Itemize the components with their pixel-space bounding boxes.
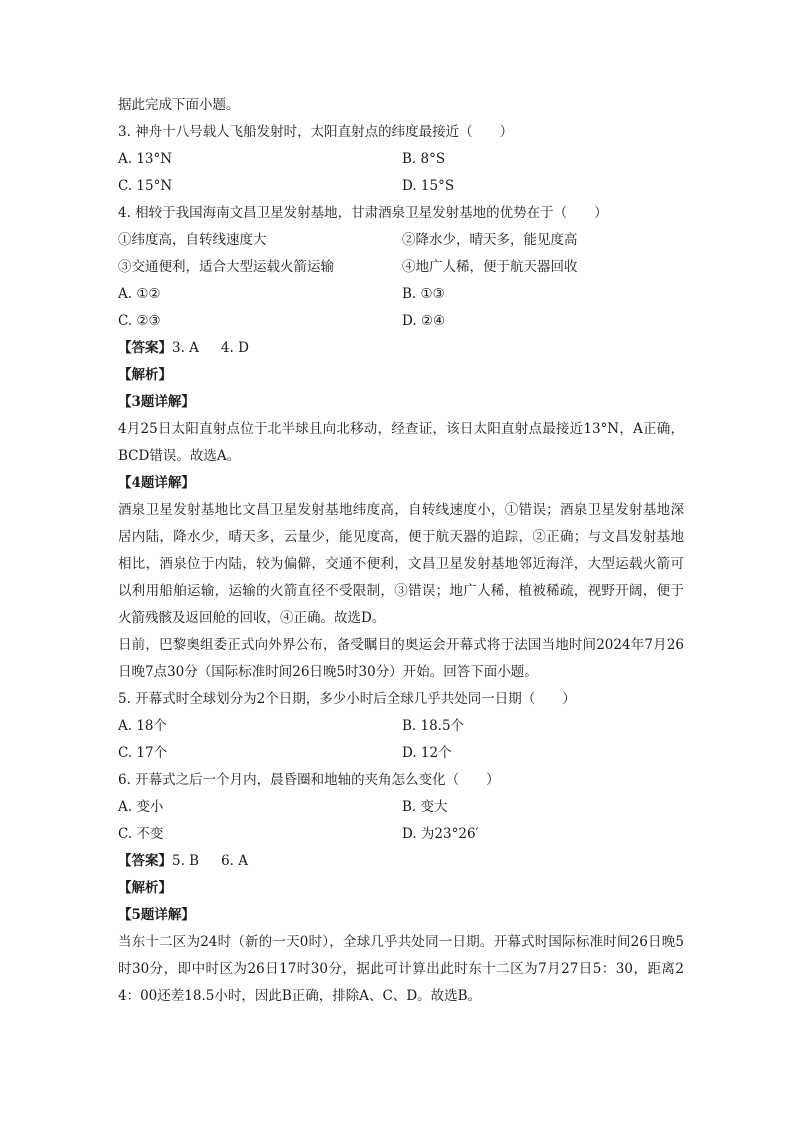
option-b: B. ①③ bbox=[402, 286, 445, 302]
question-4-items-row-2 bbox=[118, 254, 684, 281]
option-d: D. 为23°26′ bbox=[402, 826, 479, 842]
option-a: A. 18个 bbox=[118, 718, 168, 734]
detail-3-text: 4月25日太阳直射点位于北半球且向北移动，经查证，该日太阳直射点最接近13°N，A正确，BCD错误。故选A。 bbox=[118, 421, 684, 464]
answer-5: 5. B bbox=[172, 853, 200, 869]
question-4-options-row-2 bbox=[118, 308, 684, 335]
question-6-options-row-1 bbox=[118, 794, 684, 821]
answer-line-3-4 bbox=[118, 335, 684, 362]
answer-6: 6. A bbox=[221, 853, 249, 869]
question-6-options-row-2 bbox=[118, 821, 684, 848]
document-page bbox=[118, 92, 684, 1010]
detail-5-tag: 【5题详解】 bbox=[118, 907, 195, 923]
detail-4-text: 酒泉卫星发射基地比文昌卫星发射基地纬度高，自转线速度小，①错误；酒泉卫星发射基地深居内陆，降水少，晴天多，云量少，能见度高，便于航天器的追踪，②正确；与文昌发射基地相比，酒泉位于内陆，较为偏僻，交通不便利，文昌卫星发射基地邻近海洋，大型运载火箭可以利用船舶运输，运输的火箭直径不受限制，③错误；地广人稀，植被稀疏，视野开阔，便于火箭残骸及返回舱的回收，④正确。故选D。 bbox=[118, 502, 684, 626]
question-5-stem: 5. 开幕式时全球划分为2个日期，多少小时后全球几乎共处同一日期（ ） bbox=[118, 691, 576, 707]
answer-tag: 【答案】 bbox=[118, 853, 172, 869]
question-5-options-row-1 bbox=[118, 713, 684, 740]
question-3-stem: 3. 神舟十八号载人飞船发射时，太阳直射点的纬度最接近（ ） bbox=[118, 124, 514, 140]
option-b: B. 8°S bbox=[402, 151, 446, 167]
option-b: B. 18.5个 bbox=[402, 718, 465, 734]
question-4-options-row-1 bbox=[118, 281, 684, 308]
option-d: D. 15°S bbox=[402, 178, 455, 194]
option-c: C. 17个 bbox=[118, 745, 168, 761]
detail-4-tag: 【4题详解】 bbox=[118, 475, 195, 491]
option-a: A. 13°N bbox=[118, 151, 173, 167]
detail-5-text: 当东十二区为24时（新的一天0时），全球几乎共处同一日期。开幕式时国际标准时间26日晚5时30分，即中时区为26日17时30分，据此可计算出此时东十二区为7月27日5：30，距离24：00还差18.5小时，因此B正确，排除A、C、D。故选B。 bbox=[118, 934, 684, 1004]
item-2: ②降水少，晴天多，能见度高 bbox=[402, 232, 578, 248]
option-c: C. 不变 bbox=[118, 826, 164, 842]
option-d: D. ②④ bbox=[402, 313, 446, 329]
question-4-stem: 4. 相较于我国海南文昌卫星发射基地，甘肃酒泉卫星发射基地的优势在于（ ） bbox=[118, 205, 608, 221]
analysis-tag: 【解析】 bbox=[118, 367, 172, 383]
option-c: C. 15°N bbox=[118, 178, 173, 194]
intro-text-2: 日前，巴黎奥组委正式向外界公布，备受瞩目的奥运会开幕式将于法国当地时间2024年7月26日晚7点30分（国际标准时间26日晚5时30分）开始。回答下面小题。 bbox=[118, 637, 684, 680]
answer-line-5-6 bbox=[118, 848, 684, 875]
analysis-tag: 【解析】 bbox=[118, 880, 172, 896]
item-3: ③交通便利，适合大型运载火箭运输 bbox=[118, 259, 334, 275]
option-a: A. ①② bbox=[118, 286, 161, 302]
option-b: B. 变大 bbox=[402, 799, 448, 815]
question-4-items-row-1 bbox=[118, 227, 684, 254]
answer-tag: 【答案】 bbox=[118, 340, 172, 356]
intro-text-1: 据此完成下面小题。 bbox=[118, 97, 240, 113]
detail-3-tag: 【3题详解】 bbox=[118, 394, 195, 410]
answer-4: 4. D bbox=[220, 340, 249, 356]
question-3-options-row-1 bbox=[118, 146, 684, 173]
option-c: C. ②③ bbox=[118, 313, 161, 329]
answer-3: 3. A bbox=[172, 340, 199, 356]
option-d: D. 12个 bbox=[402, 745, 452, 761]
question-5-options-row-2 bbox=[118, 740, 684, 767]
item-4: ④地广人稀，便于航天器回收 bbox=[402, 259, 578, 275]
question-6-stem: 6. 开幕式之后一个月内，晨昏圈和地轴的夹角怎么变化（ ） bbox=[118, 772, 500, 788]
question-3-options-row-2 bbox=[118, 173, 684, 200]
item-1: ①纬度高，自转线速度大 bbox=[118, 232, 267, 248]
option-a: A. 变小 bbox=[118, 799, 164, 815]
